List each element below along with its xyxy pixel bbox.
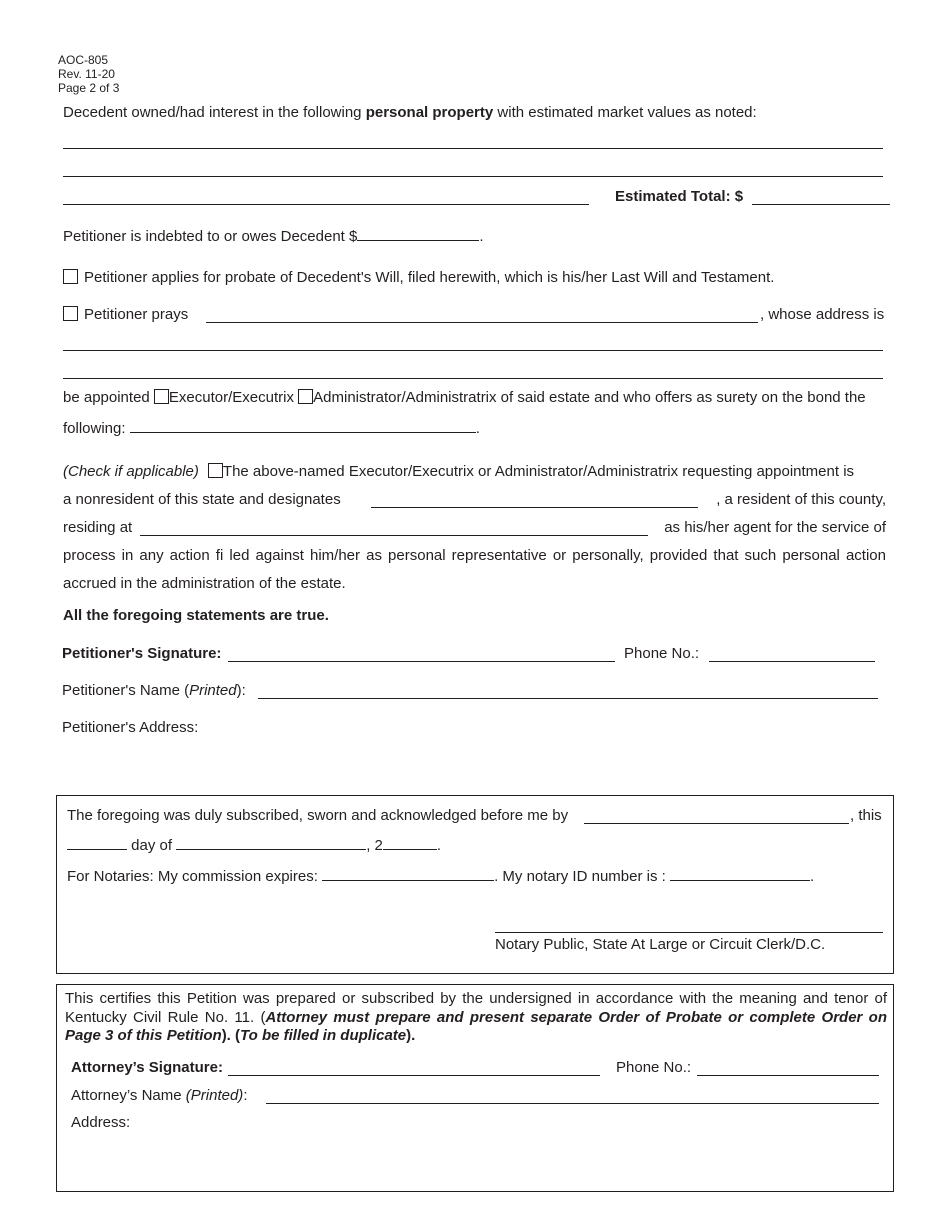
property-line-2[interactable] [63,176,883,177]
commission-expires-field[interactable] [322,866,494,881]
indebted-line: Petitioner is indebted to or owes Decedent $ . [63,228,484,245]
agent-name-field[interactable] [371,507,698,508]
attorney-phone-field[interactable] [697,1075,879,1076]
prays-checkbox[interactable] [63,306,78,321]
page-number: Page 2 of 3 [58,81,120,95]
notary-commission-line: For Notaries: My commission expires: . My notary ID number is : . [67,868,815,885]
petitioner-name-label: Petitioner's Name (Printed): [62,682,246,699]
prays-address-suffix: , whose address is [760,306,885,323]
notary-signature-field[interactable] [495,932,883,933]
notary-affiant-field[interactable] [584,823,849,824]
nonresident-line-2-suffix: , a resident of this county, [716,491,886,508]
property-line-1[interactable] [63,148,883,149]
notary-this: , this [850,807,882,824]
notary-date-line: day of , 2 . [67,835,441,854]
statements-true: All the foregoing statements are true. [63,607,329,624]
prays-line: Petitioner prays [63,306,188,323]
nonresident-checkbox[interactable] [208,463,223,478]
attorney-address-label: Address: [71,1114,131,1131]
notary-month-field[interactable] [176,835,366,850]
prays-address-line-1[interactable] [63,350,883,351]
administrator-checkbox[interactable] [298,389,313,404]
petitioner-address-label: Petitioner's Address: [62,719,199,736]
agent-address-field[interactable] [140,535,648,536]
indebted-amount-field[interactable] [357,226,479,241]
attorney-name-label: Attorney’s Name (Printed): [71,1087,248,1104]
property-intro: Decedent owned/had interest in the following personal property with estimated market values as noted: [63,104,757,121]
surety-line: following: . [63,420,480,437]
attorney-certification: This certifies this Petition was prepared or subscribed by the undersigned in accordance with the meaning and tenor of Kentucky Civil Rule No. 11. (Attorney must prepare and present separate Order of Probate or complete Order on Page 3 of this Petition). (To be filled in duplicate). [65,990,887,1044]
property-line-3[interactable] [63,204,589,205]
nonresident-line-4: process in any action fi led against him/her as personal representative or personally, provided that such personal action [63,547,886,564]
notary-title: Notary Public, State At Large or Circuit Clerk/D.C. [495,936,826,953]
notary-day-field[interactable] [67,835,127,850]
nonresident-line-2: a nonresident of this state and designates [63,491,341,508]
nonresident-line-1: (Check if applicable) The above-named Executor/Executrix or Administrator/Administratrix requesting appointment is [63,463,855,480]
attorney-name-field[interactable] [266,1103,879,1104]
nonresident-line-3: residing at [63,519,133,536]
petitioner-name-field[interactable] [258,698,878,699]
notary-id-field[interactable] [670,866,810,881]
nonresident-line-3-suffix: as his/her agent for the service of [664,519,886,536]
petitioner-signature-field[interactable] [228,661,615,662]
estimated-total-label: Estimated Total: $ [615,188,744,205]
appointed-line: be appointed Executor/Executrix Administrator/Administratrix of said estate and who offers as surety on the bond the [63,389,866,406]
notary-line-1: The foregoing was duly subscribed, sworn and acknowledged before me by [67,807,569,824]
notary-year-field[interactable] [383,835,437,850]
estimated-total-field[interactable] [752,204,890,205]
form-revision: Rev. 11-20 [58,67,115,81]
prays-name-field[interactable] [206,322,758,323]
will-checkbox[interactable] [63,269,78,284]
petitioner-phone-field[interactable] [709,661,875,662]
prays-address-line-2[interactable] [63,378,883,379]
attorney-signature-label: Attorney’s Signature: [71,1059,223,1076]
attorney-signature-field[interactable] [228,1075,600,1076]
petitioner-phone-label: Phone No.: [624,645,700,662]
attorney-phone-label: Phone No.: [616,1059,692,1076]
petitioner-signature-label: Petitioner's Signature: [62,645,222,662]
will-line: Petitioner applies for probate of Decedent's Will, filed herewith, which is his/her Last Will and Testament. [63,269,774,286]
form-number: AOC-805 [58,53,109,67]
nonresident-line-5: accrued in the administration of the estate. [63,575,346,592]
executor-checkbox[interactable] [154,389,169,404]
surety-field[interactable] [130,418,476,433]
